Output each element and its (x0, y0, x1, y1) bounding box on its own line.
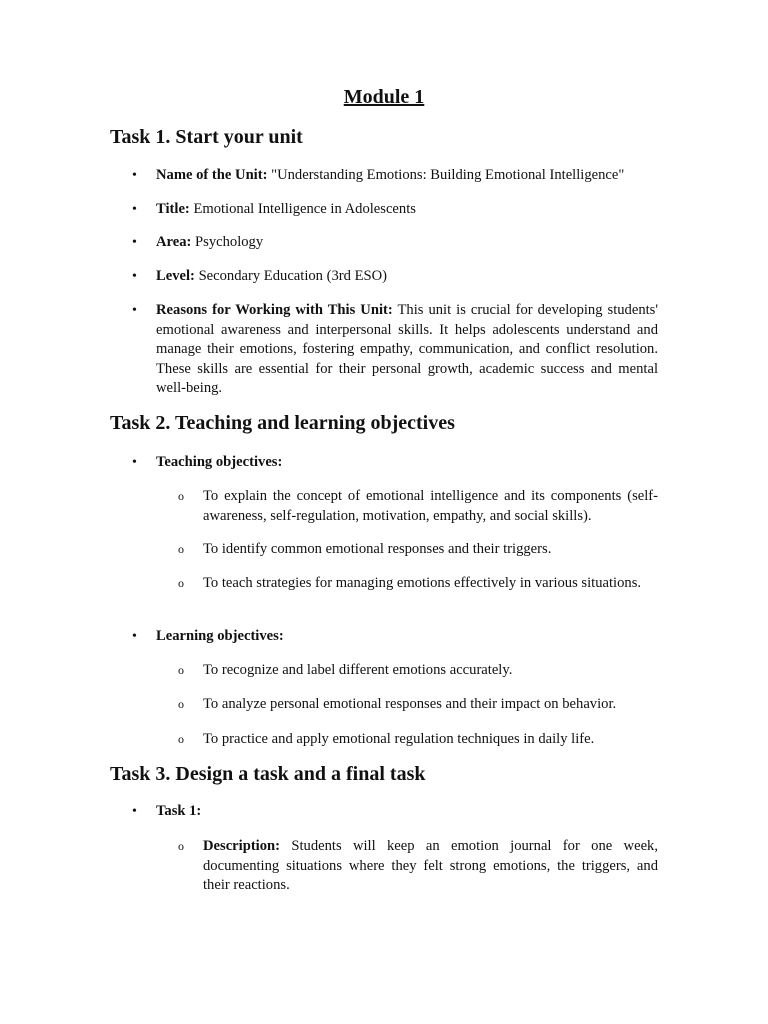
unit-title-value: Emotional Intelligence in Adolescents (193, 201, 416, 217)
bullet-icon: • (132, 804, 137, 819)
teaching-objective-item: To teach strategies for managing emotions effectively in various situations. (203, 575, 642, 591)
bullet-icon: • (132, 168, 137, 183)
sub-bullet-icon: o (178, 489, 184, 503)
learning-objective-item: To practice and apply emotional regulation techniques in daily life. (203, 731, 595, 747)
unit-level-value: Secondary Education (3rd ESO) (198, 268, 388, 284)
sub-bullet-icon: o (178, 697, 184, 711)
unit-area-item (156, 233, 658, 253)
teaching-objectives-label: Teaching objectives: (156, 454, 283, 470)
bullet-icon: • (132, 455, 137, 470)
teaching-objective-item: To identify common emotional responses and their triggers. (203, 541, 552, 557)
module-title: Module 1 (343, 86, 425, 108)
sub-bullet-icon: o (178, 732, 184, 746)
task-description-value: Students will keep an emotion journal for one week, documenting situations where they felt strong emotions, the triggers, and their reactions. (203, 838, 658, 893)
unit-name-label: Name of the Unit: (156, 167, 268, 183)
bullet-icon: • (132, 269, 137, 284)
unit-name-item (156, 166, 658, 186)
unit-level-label: Level: (156, 268, 195, 284)
unit-area-value: Psychology (195, 234, 264, 250)
unit-title-label: Title: (156, 201, 190, 217)
unit-reasons-value: This unit is crucial for developing students' emotional awareness and interpersonal skills. It helps adolescents understand and manage their emotions, fostering empathy, communication, and conflict resolution. These skills are essential for their personal growth, academic success and mental well-being. (156, 302, 658, 396)
teaching-objective-item: To explain the concept of emotional intelligence and its components (self-awareness, self-regulation, motivation, empathy, and social skills). (203, 488, 658, 524)
unit-title-item (156, 200, 658, 220)
sub-bullet-icon: o (178, 542, 184, 556)
bullet-icon: • (132, 202, 137, 217)
task2-heading: Task 2. Teaching and learning objectives (110, 412, 455, 434)
task-description-label: Description: (203, 838, 281, 854)
task1-heading: Task 1. Start your unit (110, 126, 303, 148)
task3-heading: Task 3. Design a task and a final task (110, 763, 426, 785)
sub-bullet-icon: o (178, 839, 184, 853)
sub-bullet-icon: o (178, 663, 184, 677)
unit-area-label: Area: (156, 234, 192, 250)
bullet-icon: • (132, 235, 137, 250)
bullet-icon: • (132, 629, 137, 644)
unit-reasons-label: Reasons for Working with This Unit: (156, 302, 393, 318)
sub-bullet-icon: o (178, 576, 184, 590)
task3-task1-label: Task 1: (156, 803, 202, 819)
unit-reasons-item (156, 301, 658, 399)
bullet-icon: • (132, 303, 137, 318)
unit-name-value: "Understanding Emotions: Building Emotional Intelligence" (271, 167, 625, 183)
learning-objective-item: To analyze personal emotional responses and their impact on behavior. (203, 696, 617, 712)
unit-level-item (156, 267, 658, 287)
learning-objective-item: To recognize and label different emotions accurately. (203, 662, 513, 678)
learning-objectives-label: Learning objectives: (156, 628, 284, 644)
task-description-item (203, 837, 658, 896)
